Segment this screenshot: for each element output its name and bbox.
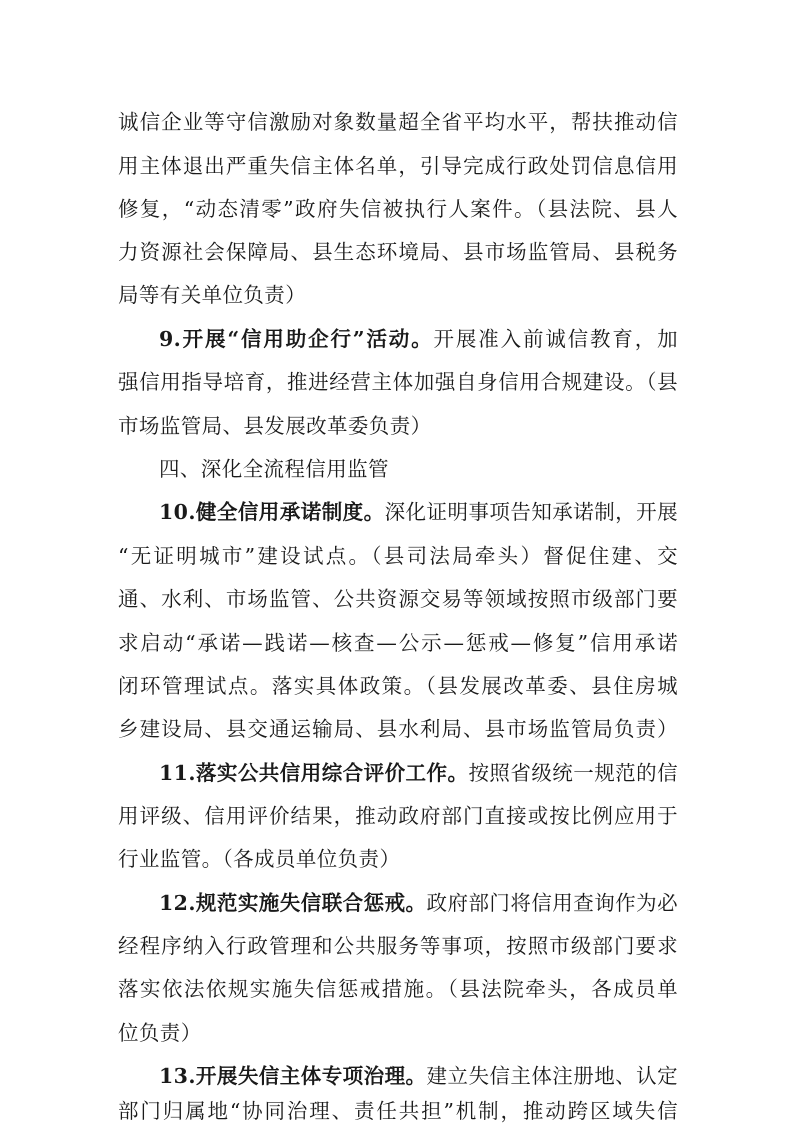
body-line: 行业监管。（各成员单位负责） [118, 847, 401, 871]
clause-9-line: 9.开展“信用助企行”活动。开展准入前诚信教育，加 [159, 327, 678, 351]
body-line: 用主体退出严重失信主体名单，引导完成行政处罚信息信用 [118, 154, 678, 178]
body-line: “无证明城市”建设试点。（县司法局牵头）督促住建、交 [118, 544, 678, 568]
body-line: 市场监管局、县发展改革委负责） [118, 414, 432, 438]
clause-13-title: 13.开展失信主体专项治理。 [159, 1064, 427, 1088]
body-line: 落实依法依规实施失信惩戒措施。（县法院牵头，各成员单 [118, 977, 678, 1001]
clause-12-title: 12.规范实施失信联合惩戒。 [159, 891, 427, 915]
body-line: 闭环管理试点。落实具体政策。（县发展改革委、县住房城 [118, 674, 678, 698]
body-line: 力资源社会保障局、县生态环境局、县市场监管局、县税务 [118, 240, 678, 264]
section-heading: 四、深化全流程信用监管 [159, 457, 389, 481]
body-line: 局等有关单位负责） [118, 283, 307, 307]
clause-11-title: 11.落实公共信用综合评价工作。 [159, 761, 469, 785]
clause-9-title: 9.开展“信用助企行”活动。 [159, 327, 434, 351]
body-line: 经程序纳入行政管理和公共服务等事项，按照市级部门要求 [118, 934, 678, 958]
clause-12-line: 12.规范实施失信联合惩戒。政府部门将信用查询作为必 [159, 891, 678, 915]
clause-10-line: 10.健全信用承诺制度。深化证明事项告知承诺制，开展 [159, 500, 678, 524]
body-line: 诚信企业等守信激励对象数量超全省平均水平，帮扶推动信 [118, 110, 678, 134]
body-line: 修复，“动态清零”政府失信被执行人案件。（县法院、县人 [118, 197, 678, 221]
body-line: 求启动“承诺—践诺—核查—公示—惩戒—修复”信用承诺 [118, 631, 678, 655]
clause-13-line: 13.开展失信主体专项治理。建立失信主体注册地、认定 [159, 1064, 678, 1088]
body-line: 用评级、信用评价结果，推动政府部门直接或按比例应用于 [118, 804, 678, 828]
body-line: 位负责） [118, 1021, 202, 1045]
clause-10-title: 10.健全信用承诺制度。 [159, 500, 385, 524]
body-line: 部门归属地“协同治理、责任共担”机制，推动跨区域失信 [118, 1099, 678, 1123]
body-line: 乡建设局、县交通运输局、县水利局、县市场监管局负责） [118, 717, 678, 741]
clause-11-line: 11.落实公共信用综合评价工作。按照省级统一规范的信 [159, 761, 678, 785]
body-line: 强信用指导培育，推进经营主体加强自身信用合规建设。（县 [118, 370, 678, 394]
body-line: 通、水利、市场监管、公共资源交易等领域按照市级部门要 [118, 587, 678, 611]
